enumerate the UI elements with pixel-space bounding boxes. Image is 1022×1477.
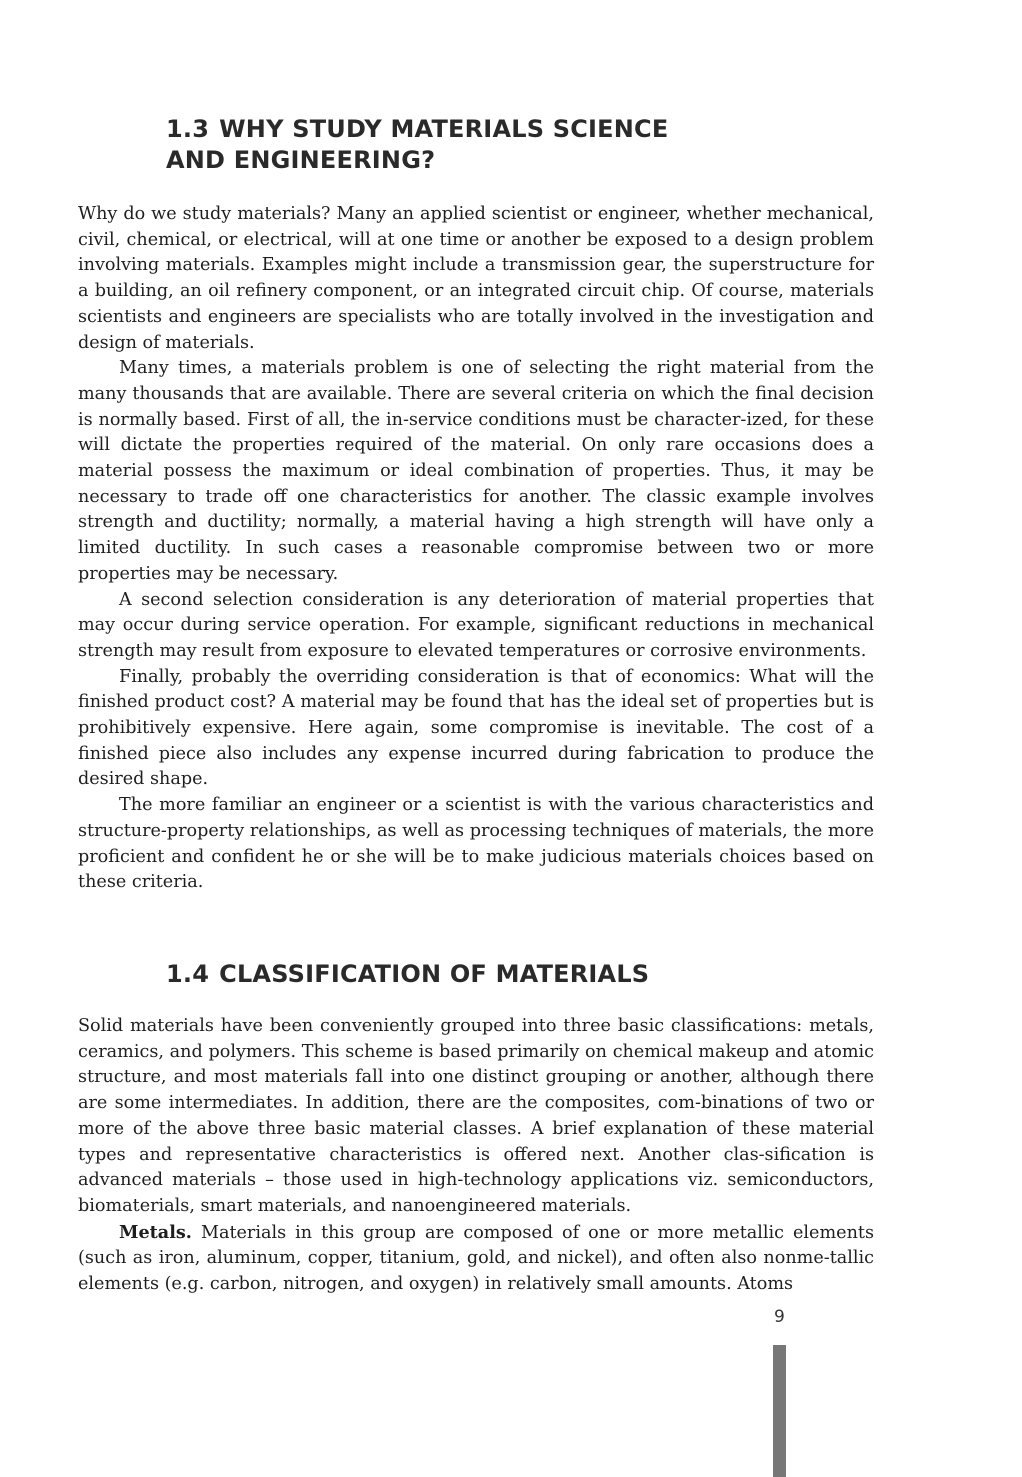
paragraph: Solid materials have been conveniently grouped into three basic classifications: metals, ceramics, and polymers. This scheme is based primarily on chemical makeup and atomic structure, and most materials fall into one distinct grouping or another, although there are some intermediates. In addition, there are the composites, com-binations of two or more of the above three basic material classes. A brief explanation of these material types and representative characteristics is offered next. Another clas-sification is advanced materials – those used in high-technology applications viz. semiconductors, biomaterials, smart materials, and nanoengineered materials.: [78, 1016, 874, 1216]
paragraph: Why do we study materials? Many an applied scientist or engineer, whether mechanical, civil, chemical, or electrical, will at one time or another be exposed to a design problem involving materials. Examples might include a transmission gear, the superstructure for a building, an oil refinery component, or an integrated circuit chip. Of course, materials scientists and engineers are specialists who are totally involved in the investigation and design of materials.: [78, 204, 874, 353]
paragraph: A second selection consideration is any deterioration of material properties that may occur during service operation. For example, significant reductions in mechanical strength may result from exposure to elevated temperatures or corrosive environments.: [78, 589, 874, 661]
section-heading-1-3: [166, 114, 668, 176]
page-number: 9: [774, 1307, 785, 1327]
section-title: CLASSIFICATION OF MATERIALS: [219, 960, 650, 988]
paragraph: Many times, a materials problem is one of selecting the right material from the many thousands that are available. There are several criteria on which the final decision is normally based. First of all, the in-service conditions must be character-ized, for these will dictate the properties required of the material. On only rare occasions does a material possess the maximum or ideal combination of properties. Thus, it may be necessary to trade off one characteristics for another. The classic example involves strength and ductility; normally, a material having a high strength will have only a limited ductility. In such cases a reasonable compromise between two or more properties may be necessary.: [78, 358, 874, 584]
paragraph: Finally, probably the overriding consideration is that of economics: What will the finished product cost? A material may be found that has the ideal set of properties but is prohibitively expensive. Here again, some compromise is inevitable. The cost of a finished piece also includes any expense incurred during fabrication to produce the desired shape.: [78, 666, 874, 790]
section-number: 1.3: [166, 115, 210, 143]
metals-paragraph: [78, 1220, 874, 1298]
paragraph: The more familiar an engineer or a scientist is with the various characteristics and structure-property relationships, as well as processing techniques of materials, the more proficient and confident he or she will be to make judicious materials choices based on these criteria.: [78, 795, 874, 893]
section-title-line-2: AND ENGINEERING?: [166, 146, 436, 174]
section-title-line-1: WHY STUDY MATERIALS SCIENCE: [219, 115, 669, 143]
section-body-1-3: [78, 202, 874, 896]
metals-run-in-heading: Metals.: [119, 1221, 192, 1243]
metals-text: Materials in this group are composed of one or more metallic elements (such as iron, aluminum, copper, titanium, gold, and nickel), and often also nonme-tallic elements (e.g. carbon, nitrogen, and oxygen) in relatively small amounts. Atoms: [78, 1222, 874, 1295]
section-number: 1.4: [166, 960, 210, 988]
section-body-1-4: [78, 1014, 874, 1298]
page-edge-marker: [773, 1345, 786, 1477]
section-heading-1-4: [166, 959, 649, 990]
